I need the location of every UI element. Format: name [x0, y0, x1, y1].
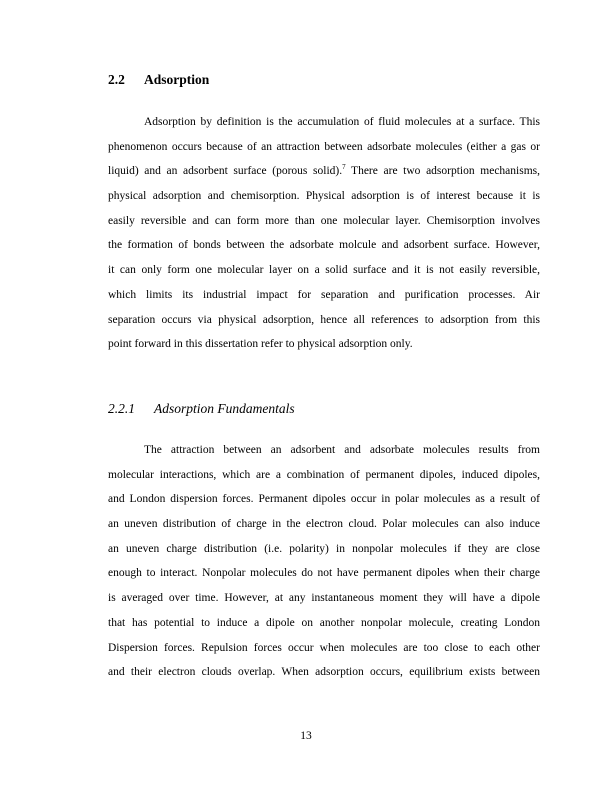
page-number: 13 — [300, 730, 312, 742]
text-line: it can only form one molecular layer on a solid surface and it is not easily reversible, — [108, 264, 540, 277]
text-segment: There are two adsorption mechanisms, — [345, 165, 540, 178]
text-line: is averaged over time. However, at any instantaneous moment they will have a dipole — [108, 592, 540, 605]
text-segment: liquid) and an adsorbent surface (porous solid). — [108, 165, 343, 178]
subsection-heading — [108, 401, 295, 417]
text-line: that has potential to induce a dipole on another nonpolar molecule, creating London — [108, 616, 540, 629]
text-line: phenomenon occurs because of an attraction between adsorbate molecules (either a gas or — [108, 140, 540, 153]
text-line: Adsorption by definition is the accumulation of fluid molecules at a surface. This — [144, 116, 540, 128]
text-line: separation occurs via physical adsorption, hence all references to adsorption from this — [108, 313, 540, 326]
text-line: an uneven distribution of charge in the electron cloud. Polar molecules can also induce — [108, 518, 540, 531]
text-line-with-reference — [108, 159, 540, 184]
paragraph-adsorption-definition — [108, 110, 540, 357]
text-line: and London dispersion forces. Permanent dipoles occur in polar molecules as a result of — [108, 493, 540, 506]
section-number: 2.2 — [108, 72, 125, 87]
text-line: The attraction between an adsorbent and adsorbate molecules results from — [144, 444, 540, 456]
text-line: physical adsorption and chemisorption. Physical adsorption is of interest because it is — [108, 190, 540, 203]
subsection-number: 2.2.1 — [108, 401, 135, 416]
text-line: molecular interactions, which are a combination of permanent dipoles, induced dipoles, — [108, 468, 540, 481]
reference-superscript: 7 — [342, 163, 346, 172]
section-heading — [108, 72, 209, 88]
text-line: which limits its industrial impact for separation and purification processes. Air — [108, 288, 540, 301]
text-line: enough to interact. Nonpolar molecules do not have permanent dipoles when their charge — [108, 567, 540, 580]
text-line: point forward in this dissertation refer to physical adsorption only. — [108, 338, 413, 351]
text-line: and their electron clouds overlap. When adsorption occurs, equilibrium exists between — [108, 666, 540, 679]
text-line: an uneven charge distribution (i.e. polarity) in nonpolar molecules if they are close — [108, 542, 540, 555]
paragraph-adsorption-fundamentals — [108, 438, 540, 685]
section-title: Adsorption — [144, 72, 210, 87]
text-line: Dispersion forces. Repulsion forces occur when molecules are too close to each other — [108, 641, 540, 654]
text-line: easily reversible and can form more than one molecular layer. Chemisorption involves — [108, 214, 540, 227]
text-line: the formation of bonds between the adsorbate molcule and adsorbent surface. However, — [108, 239, 540, 252]
subsection-title: Adsorption Fundamentals — [154, 401, 295, 416]
